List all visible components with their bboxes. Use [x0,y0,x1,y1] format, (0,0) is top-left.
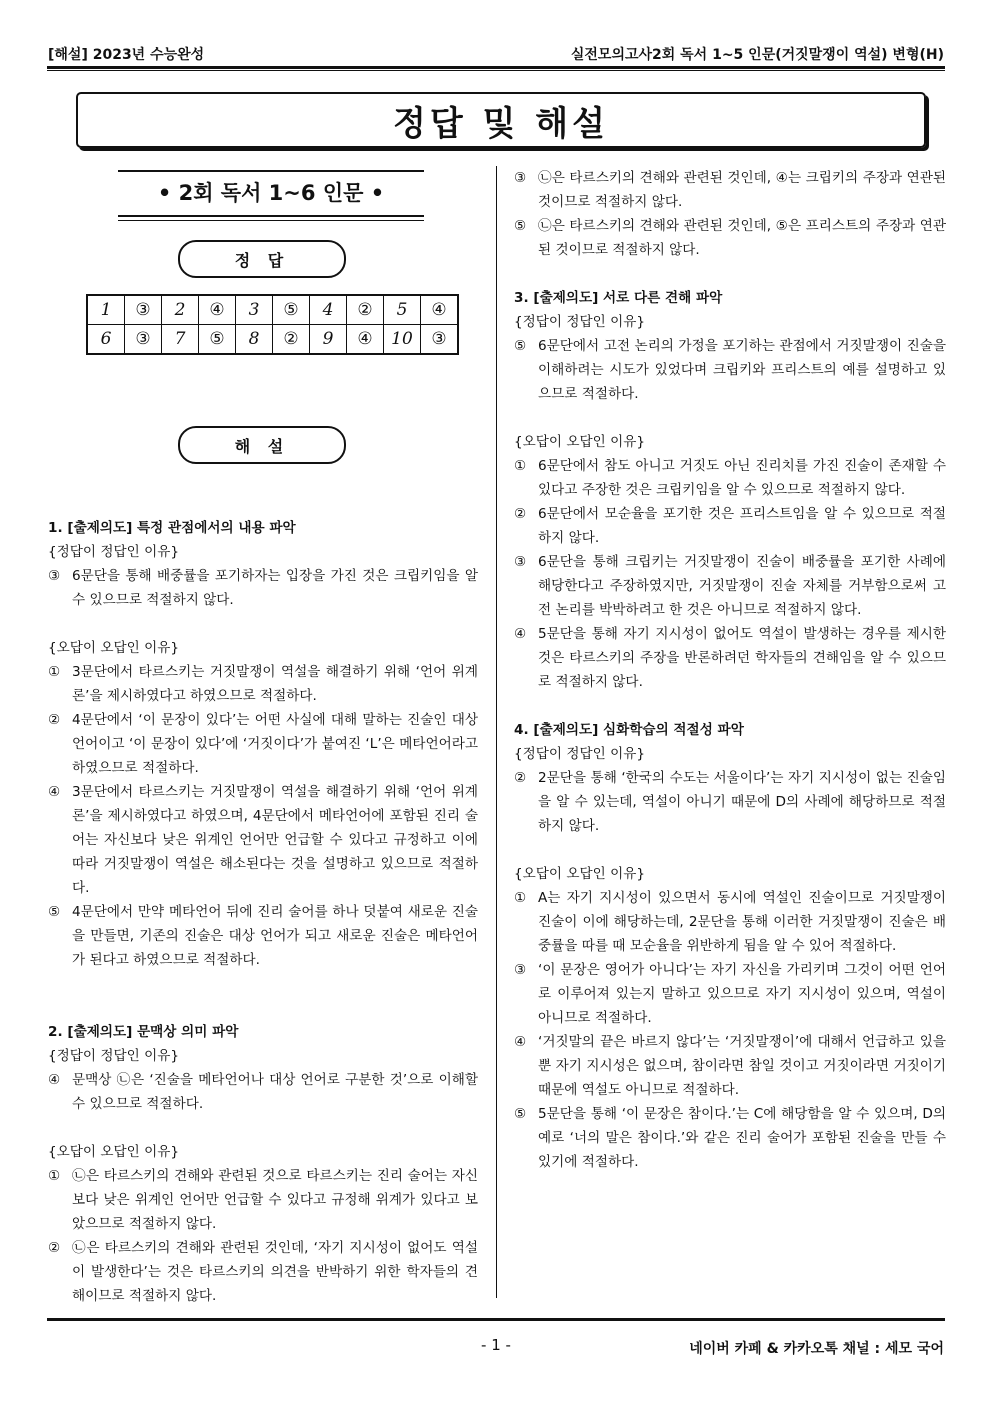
answer-choice: ③ [421,325,459,355]
answer-number: 6 [87,325,125,355]
left-column [48,516,478,1308]
choice-mark: ⑤ [514,218,527,234]
explanation-text: ㉡은 타르스키의 견해와 관련된 것인데, ‘자기 지시성이 없어도 역설이 발생한다’는 것은 타르스키의 의견을 반박하기 위한 학자들의 견해이므로 적절하지 않다. [72,1240,478,1304]
choice-mark: ① [514,890,527,906]
answer-number: 2 [162,295,199,325]
choice-mark: ③ [514,962,527,978]
explanation-item [514,1030,946,1102]
explanation-item [514,214,946,262]
answer-row [87,325,458,355]
explanation-text: ‘이 문장은 영어가 아니다’는 자기 자신을 가리키며 그것이 어떤 언어로 이루어져 있는지 말하고 있으므로 자기 지시성이 있으며, 역설이 아니므로 적절하다. [538,962,946,1026]
explanation-item [48,780,478,900]
wrong-label: {오답이 오답인 이유} [48,640,179,656]
answer-number: 10 [384,325,421,355]
choice-mark: ③ [48,568,61,584]
choice-mark: ① [48,664,61,680]
choice-mark: ② [514,506,527,522]
explanation-text: 3문단에서 타르스키는 거짓말쟁이 역설을 해결하기 위해 ‘언어 위계론’을 제시하였다고 하였으며, 4문단에서 메타언어에 포함된 진리 술어는 자신보다 낮은 위계인 언어만 언급할 수 있다고 규정하고 이에 따라 거짓말쟁이 역설은 해소된다는 것을 설명하고 있으므로 적절하다. [72,784,478,896]
explanation-item [514,334,946,406]
column-divider [496,166,497,1298]
answer-number: 9 [310,325,347,355]
choice-mark: ④ [48,1072,61,1088]
title-box [76,92,926,148]
explanation-text: 4문단에서 ‘이 문장이 있다’는 어떤 사실에 대해 말하는 진술인 대상 언어이고 ‘이 문장이 있다’에 ‘거짓이다’가 붙여진 ‘L’은 메타언어라고 하였으므로 적절하다. [72,712,478,776]
explanation-item [514,958,946,1030]
question-heading: 3. [출제의도] 서로 다른 견해 파악 [514,290,723,306]
choice-mark: ③ [514,170,527,186]
answer-choice: ③ [125,295,162,325]
choice-mark: ⑤ [514,1106,527,1122]
explanation-item [514,454,946,502]
explanation-item [48,1164,478,1236]
section-title: • 2회 독서 1~6 인문 • [118,170,424,217]
explain-label: 해 설 [178,426,346,464]
explanation-text: 4문단에서 만약 메타언어 뒤에 진리 술어를 하나 덧붙여 새로운 진술을 만들면, 기존의 진술은 대상 언어가 되고 새로운 진술은 메타언어가 된다고 하였으므로 적절하다. [72,904,478,968]
answer-choice: ④ [347,325,384,355]
header-left: [해설] 2023년 수능완성 [48,47,205,63]
choice-mark: ⑤ [48,904,61,920]
explanation-text: ㉡은 타르스키의 견해와 관련된 것인데, ⑤은 프리스트의 주장과 연관된 것이므로 적절하지 않다. [538,218,946,258]
page-title: 정답 및 해설 [393,103,609,144]
answer-number: 1 [87,295,125,325]
page-number: - 1 - [481,1336,511,1354]
choice-mark: ④ [514,626,527,642]
explanation-text: 3문단에서 타르스키는 거짓말쟁이 역설을 해결하기 위해 ‘언어 위계론’을 제시하였다고 하였으므로 적절하다. [72,664,478,704]
explanation-text: 문맥상 ㉡은 ‘진술을 메타언어나 대상 언어로 구분한 것’으로 이해할 수 있으므로 적절하다. [72,1072,478,1112]
explanation-text: 5문단을 통해 ‘이 문장은 참이다.’는 C에 해당함을 알 수 있으며, D의 예로 ‘너의 말은 참이다.’와 같은 진리 술어가 포함된 진술을 만들 수 있기에 적절하다. [538,1106,946,1170]
choice-mark: ④ [48,784,61,800]
choice-mark: ② [48,712,61,728]
explanation-text: A는 자기 지시성이 있으면서 동시에 역설인 진술이므로 거짓말쟁이 진술이 이에 해당하는데, 2문단을 통해 이러한 거짓말쟁이 진술은 배중률을 따를 때 모순율을 위반하게 됨을 알 수 있어 적절하다. [538,890,946,954]
choice-mark: ③ [514,554,527,570]
answer-choice: ④ [421,295,459,325]
answer-choice: ⑤ [273,295,310,325]
explanation-item [514,502,946,550]
explanation-text: 5문단을 통해 자기 지시성이 없어도 역설이 발생하는 경우를 제시한 것은 타르스키의 주장을 반론하려던 학자들의 견해임을 알 수 있으므로 적절하지 않다. [538,626,946,690]
choice-mark: ① [514,458,527,474]
explanation-text: ‘거짓말의 끝은 바르지 않다’는 ‘거짓말쟁이’에 대해서 언급하고 있을 뿐 자기 지시성은 없으며, 참이라면 참일 것이고 거짓이라면 거짓이기 때문에 역설도 아니므로 적절하다. [538,1034,946,1098]
explanation-text: 6문단에서 고전 논리의 가정을 포기하는 관점에서 거짓말쟁이 진술을 이해하려는 시도가 있었다며 크립키와 프리스트의 예를 설명하고 있으므로 적절하다. [538,338,946,402]
correct-label: {정답이 정답인 이유} [514,314,645,330]
answer-number: 5 [384,295,421,325]
choice-mark: ② [48,1240,61,1256]
explanation-item [514,886,946,958]
choice-mark: ④ [514,1034,527,1050]
explanation-text: 2문단을 통해 ‘한국의 수도는 서울이다’는 자기 지시성이 없는 진술임을 알 수 있는데, 역설이 아니기 때문에 D의 사례에 해당하므로 적절하지 않다. [538,770,946,834]
explanation-text: ㉡은 타르스키의 견해와 관련된 것인데, ④는 크립키의 주장과 연관된 것이므로 적절하지 않다. [538,170,946,210]
answer-number: 7 [162,325,199,355]
explanation-item [48,1236,478,1308]
question-heading: 2. [출제의도] 문맥상 의미 파악 [48,1024,239,1040]
explanation-item [514,1102,946,1174]
header-right: 실전모의고사2회 독서 1~5 인문(거짓말쟁이 역설) 변형(H) [570,47,944,63]
choice-mark: ② [514,770,527,786]
footer-divider [47,1318,945,1321]
wrong-label: {오답이 오답인 이유} [514,434,645,450]
explanation-text: 6문단에서 참도 아니고 거짓도 아닌 진리치를 가진 진술이 존재할 수 있다고 주장한 것은 크립키임을 알 수 있으므로 적절하지 않다. [538,458,946,498]
answer-label: 정 답 [178,240,346,278]
explanation-item [48,1068,478,1116]
wrong-label: {오답이 오답인 이유} [48,1144,179,1160]
answer-row [87,295,458,325]
answer-choice: ③ [125,325,162,355]
explanation-item [514,622,946,694]
footer-channel: 네이버 카페 & 카카오톡 채널 : 세모 국어 [689,1341,944,1357]
explanation-item [48,900,478,972]
wrong-label: {오답이 오답인 이유} [514,866,645,882]
explanation-item [48,708,478,780]
correct-label: {정답이 정답인 이유} [514,746,645,762]
explanation-item [514,766,946,838]
choice-mark: ⑤ [514,338,527,354]
answer-number: 3 [236,295,273,325]
answer-number: 8 [236,325,273,355]
right-column [514,166,946,1174]
answer-choice: ⑤ [199,325,236,355]
explanation-item [48,660,478,708]
choice-mark: ① [48,1168,61,1184]
answer-choice: ② [273,325,310,355]
explanation-item [514,550,946,622]
explanation-text: ㉡은 타르스키의 견해와 관련된 것으로 타르스키는 진리 술어는 자신보다 낮은 위계인 언어만 언급할 수 있다고 규정해 위계가 있다고 보았으므로 적절하지 않다. [72,1168,478,1232]
header-divider [47,66,945,71]
question-heading: 1. [출제의도] 특정 관점에서의 내용 파악 [48,520,296,536]
explanation-item [514,166,946,214]
question-heading: 4. [출제의도] 심화학습의 적절성 파악 [514,722,744,738]
explanation-item [48,564,478,612]
correct-label: {정답이 정답인 이유} [48,1048,179,1064]
explanation-text: 6문단에서 모순율을 포기한 것은 프리스트임을 알 수 있으므로 적절하지 않다. [538,506,946,546]
answer-choice: ④ [199,295,236,325]
explanation-text: 6문단을 통해 배중률을 포기하자는 입장을 가진 것은 크립키임을 알 수 있으므로 적절하지 않다. [72,568,478,608]
answer-table [86,294,459,355]
explanation-text: 6문단을 통해 크립키는 거짓말쟁이 진술이 배중률을 포기한 사례에 해당한다고 주장하였지만, 거짓말쟁이 진술 자체를 거부함으로써 고전 논리를 박박하려고 한 것은 아니므로 적절하지 않다. [538,554,946,618]
answer-number: 4 [310,295,347,325]
correct-label: {정답이 정답인 이유} [48,544,179,560]
answer-choice: ② [347,295,384,325]
